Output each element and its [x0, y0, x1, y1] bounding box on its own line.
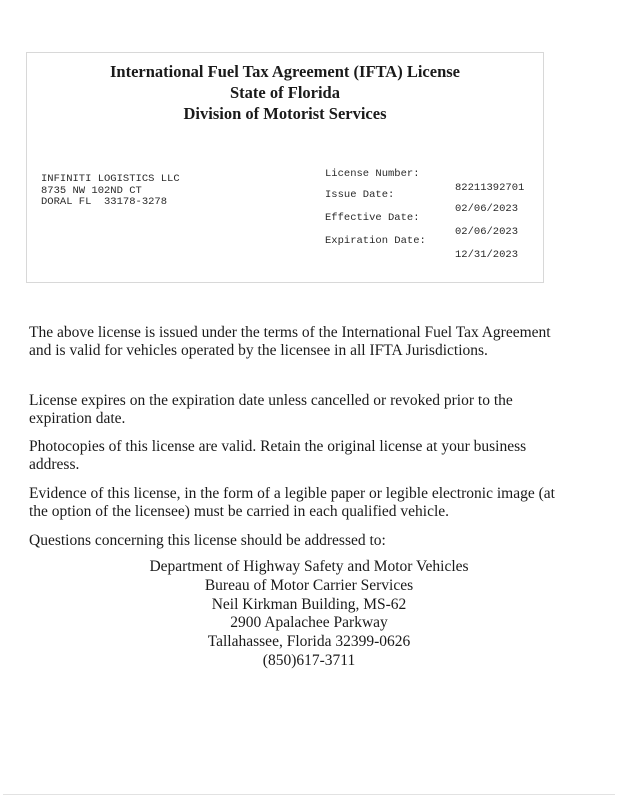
- paragraph-questions: Questions concerning this license should be addressed to:: [29, 532, 386, 549]
- address-bureau: Bureau of Motor Carrier Services: [204, 576, 414, 594]
- field-label: License Number:: [325, 168, 420, 180]
- field-effective-date: [325, 197, 519, 238]
- address-phone: (850)617-3711: [262, 651, 356, 669]
- licensee-address: [41, 174, 180, 209]
- address-building: Neil Kirkman Building, MS-62: [211, 595, 407, 613]
- paragraph-evidence: Evidence of this license, in the form of a legible paper or legible electronic image (at the option of the licensee) must be carried in each qualified vehicle.: [29, 485, 555, 520]
- field-license-number: [325, 153, 525, 194]
- contact-address: [0, 558, 618, 671]
- license-title: [27, 61, 543, 124]
- title-line-division: Division of Motorist Services: [183, 104, 387, 123]
- licensee-street: 8735 NW 102ND CT: [41, 184, 142, 197]
- effective-date-value: 02/06/2023: [455, 226, 519, 238]
- licensee-city-state-zip: DORAL FL 33178-3278: [41, 196, 168, 208]
- licensee-name: INFINITI LOGISTICS LLC: [41, 173, 180, 185]
- page-edge-divider: [3, 794, 615, 795]
- expiration-date-value: 12/31/2023: [455, 249, 519, 261]
- license-number-value: 82211392701: [455, 182, 525, 194]
- title-line-agreement: International Fuel Tax Agreement (IFTA) License: [110, 62, 460, 81]
- field-label: Expiration Date:: [325, 235, 426, 247]
- field-label: Effective Date:: [325, 212, 420, 224]
- license-box: [26, 52, 544, 283]
- address-city: Tallahassee, Florida 32399-0626: [207, 633, 411, 651]
- paragraph-terms: The above license is issued under the terms of the International Fuel Tax Agreement and is valid for vehicles operated by the licensee in all IFTA Jurisdictions.: [29, 324, 551, 359]
- address-street: 2900 Apalachee Parkway: [230, 614, 388, 632]
- paragraph-expiration: License expires on the expiration date unless cancelled or revoked prior to the expiration date.: [29, 392, 513, 427]
- field-label: Issue Date:: [325, 189, 395, 201]
- issue-date-value: 02/06/2023: [455, 203, 519, 215]
- title-line-state: State of Florida: [230, 83, 340, 102]
- paragraph-photocopies: Photocopies of this license are valid. Retain the original license at your business address.: [29, 438, 527, 473]
- address-department: Department of Highway Safety and Motor Vehicles: [149, 558, 469, 575]
